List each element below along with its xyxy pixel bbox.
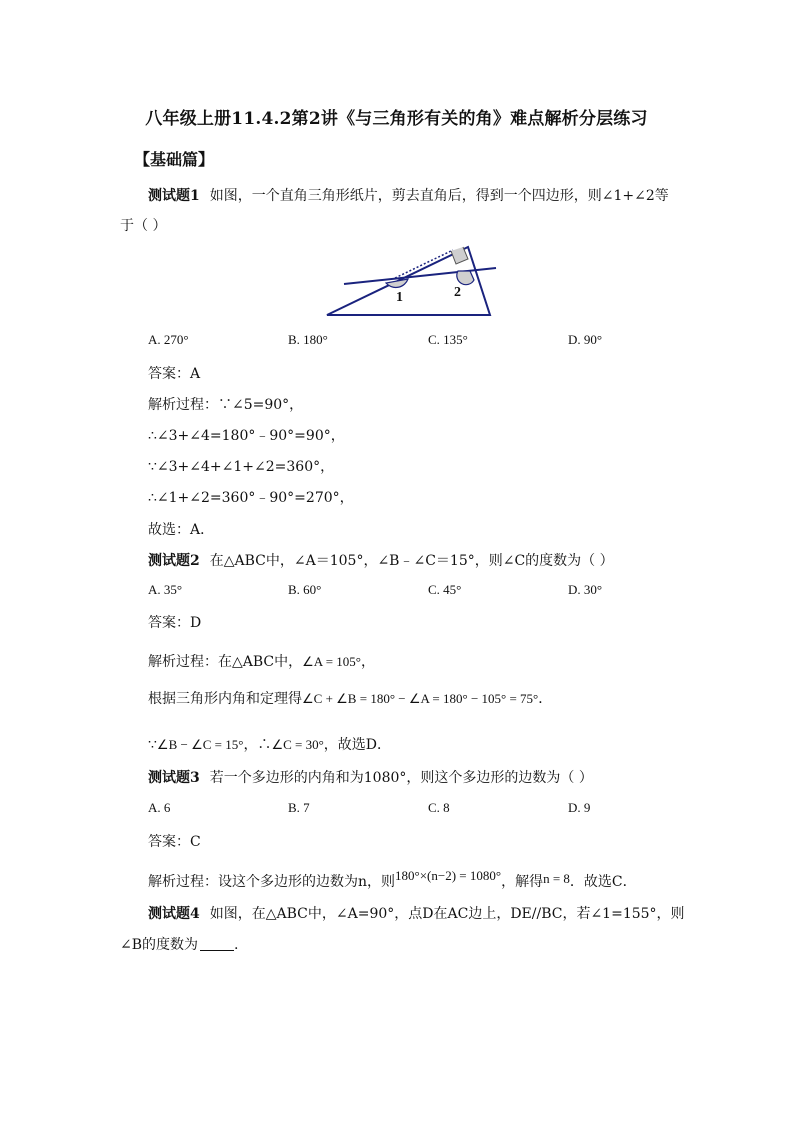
q3-option-b: B. 7	[288, 800, 310, 815]
q3-answer: 答案：C	[148, 834, 201, 850]
q1-option-d: D. 90°	[568, 332, 603, 347]
q1-option-b: B. 180°	[288, 332, 328, 347]
q1-option-c: C. 135°	[428, 332, 468, 347]
q1-solution-line: ∴∠1+∠2=360°﹣90°=270°，	[148, 490, 354, 506]
q1-figure	[320, 242, 505, 322]
q2-option-a: A. 35°	[148, 582, 183, 597]
right-angle-square	[451, 247, 468, 264]
q2-sol1-formula: ∠A = 105°	[302, 654, 361, 669]
q1-solution-line: 故选：A．	[148, 522, 215, 538]
q4-period: .	[234, 937, 239, 953]
q3-sol-end: ．故选C．	[569, 874, 637, 890]
q2-sol3-end: ，故选D．	[323, 737, 392, 753]
q2-sol1-end: ，	[361, 654, 375, 670]
q3-label: 测试题3	[148, 770, 200, 786]
q2-option-d: D. 30°	[568, 582, 603, 597]
q2-sol2-end: ．	[538, 691, 553, 707]
q3-option-c: C. 8	[428, 800, 450, 815]
q2-sol3-therefore: ，∴	[243, 737, 272, 753]
q1-text-line2: 于（ ）	[120, 218, 167, 234]
q1-solution-line: ∴∠3+∠4=180°﹣90°=90°，	[148, 428, 345, 444]
q1-text: 如图，一个直角三角形纸片，剪去直角后，得到一个四边形，则∠1+∠2等	[209, 188, 669, 204]
q4-label: 测试题4	[148, 906, 200, 922]
q3-option-a: A. 6	[148, 800, 171, 815]
q4-question-end: ∠B的度数为	[120, 937, 199, 953]
q3-text	[148, 768, 593, 788]
q2-question: 在△ABC中，∠A＝105°，∠B﹣∠C＝15°，则∠C的度数为（ ）	[209, 553, 614, 569]
q2-sol1-text: 解析过程：在△ABC中，	[148, 654, 303, 670]
q3-option-d: D. 9	[568, 800, 591, 815]
angle-2-label: 2	[454, 285, 461, 300]
q1-label: 测试题1	[148, 188, 200, 204]
section-heading: 【基础篇】	[134, 150, 215, 169]
page-title: 八年级上册11.4.2第2讲《与三角形有关的角》难点解析分层练习	[145, 109, 648, 129]
q1-option-a: A. 270°	[148, 332, 189, 347]
q3-sol-mid: ，解得	[501, 874, 544, 890]
q1-answer: 答案：A	[148, 366, 201, 382]
q2-option-c: C. 45°	[428, 582, 462, 597]
q2-label: 测试题2	[148, 553, 200, 569]
q4-question: 如图，在△ABC中，∠A=90°，点D在AC边上，DE//BC，若∠1=155°，则	[209, 906, 685, 922]
q2-sol3-formula1: ∠B − ∠C = 15°	[156, 737, 244, 752]
q2-answer: 答案：D	[148, 615, 202, 631]
q2-sol3-because: ∵	[148, 737, 157, 753]
q2-sol3-formula2: ∠C = 30°	[271, 737, 324, 752]
q1-solution-line: ∵∠3+∠4+∠1+∠2=360°，	[148, 459, 335, 475]
q3-sol-formula1: 180°×(n−2) = 1080°	[395, 868, 502, 883]
q2-sol2-text: 根据三角形内角和定理得	[148, 691, 302, 707]
q4-answer-blank[interactable]	[200, 936, 234, 951]
q1-solution-line: 解析过程：∵∠5=90°，	[148, 397, 304, 413]
q3-sol-text: 解析过程：设这个多边形的边数为n，则	[148, 874, 396, 890]
q2-solution-line3	[148, 735, 391, 755]
q3-question: 若一个多边形的内角和为1080°，则这个多边形的边数为（ ）	[209, 770, 593, 786]
q1-text-line1	[148, 186, 669, 206]
q2-solution-line1	[148, 652, 375, 672]
q3-solution	[148, 868, 637, 892]
q4-text-line2	[120, 935, 238, 955]
q2-solution-line2	[148, 689, 552, 709]
angle-2-arc	[457, 271, 474, 285]
angle-1-label: 1	[396, 290, 403, 305]
q2-text	[148, 551, 614, 571]
q2-sol2-formula: ∠C + ∠B = 180° − ∠A = 180° − 105° = 75°	[302, 691, 539, 706]
q3-sol-formula2: n = 8	[543, 871, 570, 886]
q4-text-line1	[148, 904, 685, 924]
q2-option-b: B. 60°	[288, 582, 322, 597]
